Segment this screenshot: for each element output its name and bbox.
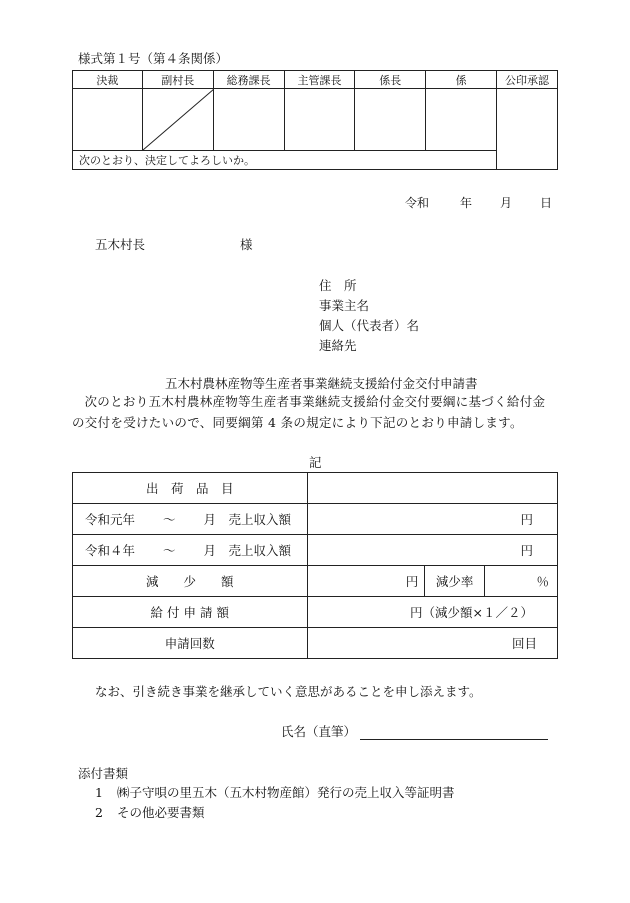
count-value: 回目 bbox=[307, 628, 558, 659]
table-row bbox=[73, 473, 558, 504]
table-row bbox=[73, 566, 558, 597]
r4-sep: ～ bbox=[163, 543, 176, 558]
date-era: 令和 bbox=[405, 196, 430, 210]
count-label: 申請回数 bbox=[73, 628, 308, 659]
r1-label: 月 売上収入額 bbox=[203, 512, 292, 527]
diagonal-strike bbox=[143, 89, 214, 150]
r4-sales-label bbox=[73, 535, 308, 566]
seal-cell-crossed bbox=[142, 89, 213, 151]
approval-header: 係 bbox=[426, 71, 497, 89]
shipment-item-value bbox=[307, 473, 558, 504]
decrease-label: 減 少 額 bbox=[73, 566, 308, 597]
r1-year: 令和元年 bbox=[85, 512, 136, 527]
attachment-text: ㈱子守唄の里五木（五木村物産館）発行の売上収入等証明書 bbox=[116, 785, 455, 800]
approval-header: 公印承認 bbox=[497, 71, 558, 89]
date-day: 日 bbox=[540, 196, 553, 210]
shipment-item-label: 出 荷 品 目 bbox=[73, 473, 308, 504]
seal-cell bbox=[73, 89, 143, 151]
attachment-text: その他必要書類 bbox=[116, 805, 205, 820]
document-title: 五木村農林産物等生産者事業継続支援給付金交付申請書 bbox=[165, 376, 478, 391]
attachment-item bbox=[95, 803, 204, 821]
signature-label: 氏名（直筆） bbox=[281, 724, 357, 739]
applicant-individual: 個人（代表者）名 bbox=[319, 318, 420, 333]
table-row bbox=[73, 504, 558, 535]
r1-sep: ～ bbox=[163, 512, 176, 527]
r4-sales-value: 円 bbox=[307, 535, 558, 566]
approval-note: 次のとおり、決定してよろしいか。 bbox=[73, 151, 497, 170]
decrease-rate-value: ％ bbox=[485, 566, 558, 597]
decrease-value: 円 bbox=[307, 566, 425, 597]
r4-label: 月 売上収入額 bbox=[203, 543, 292, 558]
attachments-title: 添付書類 bbox=[78, 766, 129, 781]
attachment-num: 1 bbox=[95, 785, 103, 800]
applicant-business: 事業主名 bbox=[319, 298, 370, 313]
r1-sales-label bbox=[73, 504, 308, 535]
approval-table bbox=[72, 70, 558, 170]
attachment-item bbox=[95, 783, 454, 801]
approval-header: 係長 bbox=[355, 71, 426, 89]
approval-header: 副村長 bbox=[142, 71, 213, 89]
approval-header: 決裁 bbox=[73, 71, 143, 89]
ki-label: 記 bbox=[309, 455, 322, 470]
r1-sales-value: 円 bbox=[307, 504, 558, 535]
table-row bbox=[73, 535, 558, 566]
benefit-value: 円（減少額×１／２） bbox=[307, 597, 558, 628]
benefit-label: 給 付 申 請 額 bbox=[73, 597, 308, 628]
addressee-honorific: 様 bbox=[240, 237, 253, 252]
seal-cell bbox=[213, 89, 284, 151]
seal-cell bbox=[426, 89, 497, 151]
attachment-num: 2 bbox=[95, 805, 103, 820]
form-number: 様式第１号（第４条関係） bbox=[78, 51, 229, 66]
application-table bbox=[72, 472, 558, 659]
table-row bbox=[73, 597, 558, 628]
seal-cell bbox=[355, 89, 426, 151]
r4-year: 令和４年 bbox=[85, 543, 136, 558]
signature-line bbox=[281, 722, 548, 740]
signature-field[interactable] bbox=[360, 725, 548, 740]
applicant-address: 住 所 bbox=[319, 278, 357, 293]
decrease-rate-label: 減少率 bbox=[425, 566, 485, 597]
addressee-name: 五木村長 bbox=[95, 237, 146, 252]
date-year: 年 bbox=[460, 196, 473, 210]
table-row bbox=[73, 628, 558, 659]
seal-cell bbox=[284, 89, 355, 151]
intro-paragraph: 次のとおり五木村農林産物等生産者事業継続支援給付金交付要綱に基づく給付金の交付を受けたいので、同要綱第 4 条の規定により下記のとおり申請します。 bbox=[72, 394, 546, 430]
seal-cell bbox=[497, 89, 558, 170]
declaration: なお、引き続き事業を継承していく意思があることを申し添えます。 bbox=[95, 684, 482, 699]
approval-header: 主管課長 bbox=[284, 71, 355, 89]
applicant-contact: 連絡先 bbox=[319, 338, 357, 353]
date-month: 月 bbox=[500, 196, 513, 210]
approval-header: 総務課長 bbox=[213, 71, 284, 89]
